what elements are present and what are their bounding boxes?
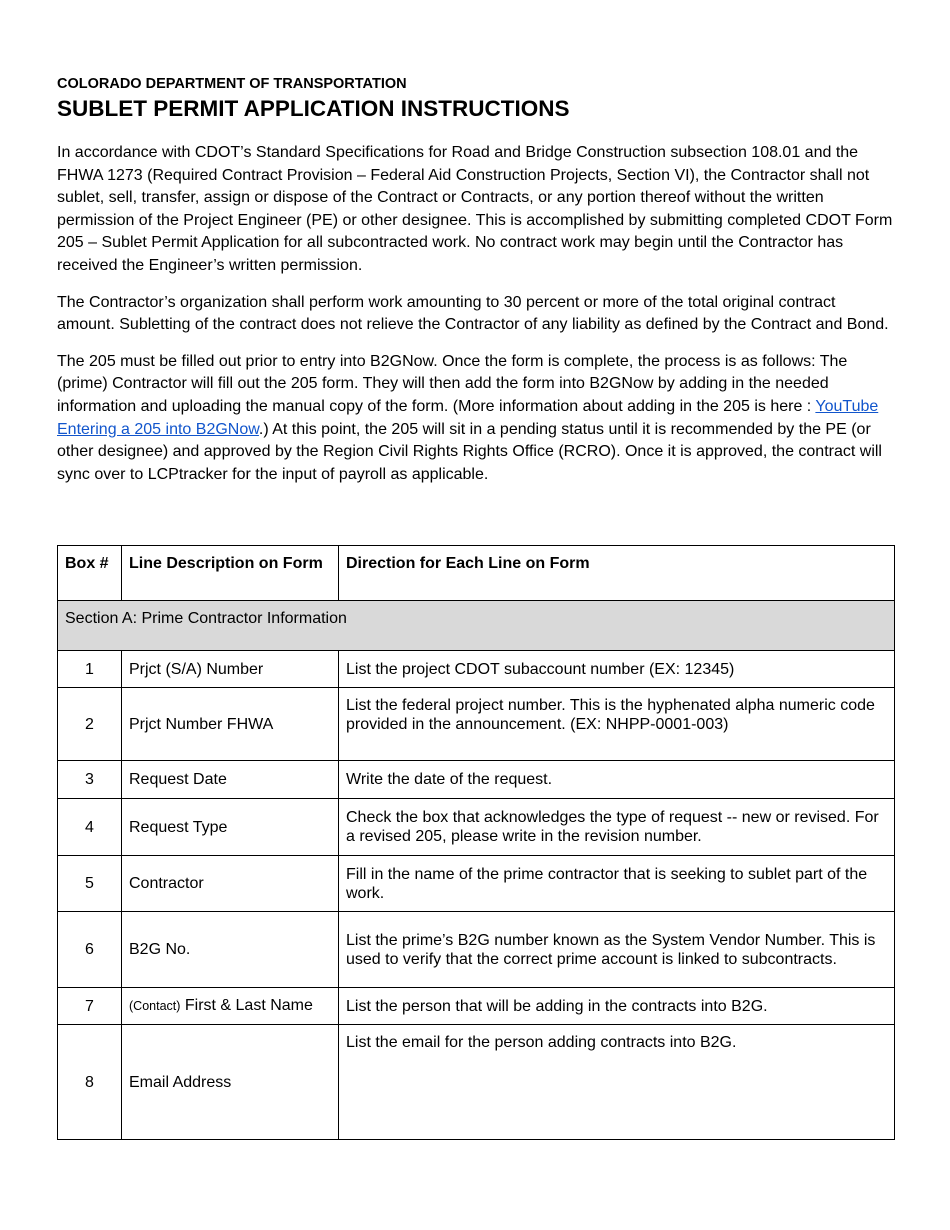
line-direction: List the federal project number. This is the hyphenated alpha numeric code provided in the announcement. (EX: NHPP-0001-003) — [339, 688, 895, 761]
paragraph-process — [57, 351, 897, 487]
line-description: Prjct Number FHWA — [122, 688, 339, 761]
process-text: The 205 must be filled out prior to entry into B2GNow. Once the form is complete, the process is as follows: The (prime) Contractor will fill out the 205 form. They will then add the form into B2GNow by adding in the needed information and uploading the manual copy of the form. (More information about adding in the 205 is here : — [57, 352, 848, 415]
table-row — [58, 856, 895, 912]
header-box: Box # — [58, 546, 122, 601]
section-label: Section A: Prime Contractor Information — [58, 601, 895, 651]
line-description: Prjct (S/A) Number — [122, 651, 339, 688]
box-number: 2 — [58, 688, 122, 761]
line-description: Request Type — [122, 799, 339, 856]
contact-prefix: (Contact) — [129, 999, 181, 1013]
line-direction: List the project CDOT subaccount number (EX: 12345) — [339, 651, 895, 688]
box-number: 1 — [58, 651, 122, 688]
paragraph-percent: The Contractor’s organization shall perform work amounting to 30 percent or more of the total original contract amount. Subletting of the contract does not relieve the Contractor of any liability as defined by the Contract and Bond. — [57, 293, 889, 334]
table-row — [58, 688, 895, 761]
paragraph-intro: In accordance with CDOT’s Standard Specifications for Road and Bridge Construction subsection 108.01 and the FHWA 1273 (Required Contract Provision – Federal Aid Construction Projects, Section VI), the Contractor shall not sublet, sell, transfer, assign or dispose of the Contract or Contracts, or any portion thereof without the written permission of the Project Engineer (PE) or other designee. This is accomplished by submitting completed CDOT Form 205 – Sublet Permit Application for all subcontracted work. No contract work may begin until the Contractor has received the Engineer’s written permission. — [57, 144, 893, 274]
header-direction: Direction for Each Line on Form — [339, 546, 895, 601]
line-direction: List the prime’s B2G number known as the System Vendor Number. This is used to verify that the correct prime account is linked to subcontracts. — [339, 912, 895, 988]
table-row — [58, 1025, 895, 1140]
box-number: 4 — [58, 799, 122, 856]
line-direction: Fill in the name of the prime contractor that is seeking to sublet part of the work. — [339, 856, 895, 912]
table-header-row — [58, 546, 895, 601]
section-row — [58, 601, 895, 651]
table-row — [58, 651, 895, 688]
line-direction: Write the date of the request. — [339, 761, 895, 799]
line-description: Contractor — [122, 856, 339, 912]
description-text: First & Last Name — [184, 997, 313, 1014]
instructions-table — [57, 545, 895, 1140]
box-number: 7 — [58, 988, 122, 1025]
youtube-link[interactable]: YouTube Entering a 205 into B2GNow — [57, 397, 879, 438]
table-row — [58, 761, 895, 799]
line-description: Email Address — [122, 1025, 339, 1140]
line-direction: List the email for the person adding contracts into B2G. — [339, 1025, 895, 1140]
box-number: 5 — [58, 856, 122, 912]
process-text-end: .) At this point, the 205 will sit in a pending status until it is recommended by the PE (or other designee) and approved by the Region Civil Rights Rights Office (RCRO). Once it is approved, the contract will sync over to LCPtracker for the input of payroll as applicable. — [57, 420, 882, 483]
box-number: 3 — [58, 761, 122, 799]
organization-name: COLORADO DEPARTMENT OF TRANSPORTATION — [57, 76, 407, 92]
line-direction: List the person that will be adding in the contracts into B2G. — [339, 988, 895, 1025]
line-description: B2G No. — [122, 912, 339, 988]
page-title: SUBLET PERMIT APPLICATION INSTRUCTIONS — [57, 96, 570, 121]
header-description: Line Description on Form — [122, 546, 339, 601]
box-number: 8 — [58, 1025, 122, 1140]
table-row — [58, 912, 895, 988]
box-number: 6 — [58, 912, 122, 988]
line-description: Request Date — [122, 761, 339, 799]
table-row — [58, 799, 895, 856]
line-direction: Check the box that acknowledges the type of request -- new or revised. For a revised 205, please write in the revision number. — [339, 799, 895, 856]
table-row — [58, 988, 895, 1025]
document-body — [57, 74, 897, 500]
line-description — [122, 988, 339, 1025]
